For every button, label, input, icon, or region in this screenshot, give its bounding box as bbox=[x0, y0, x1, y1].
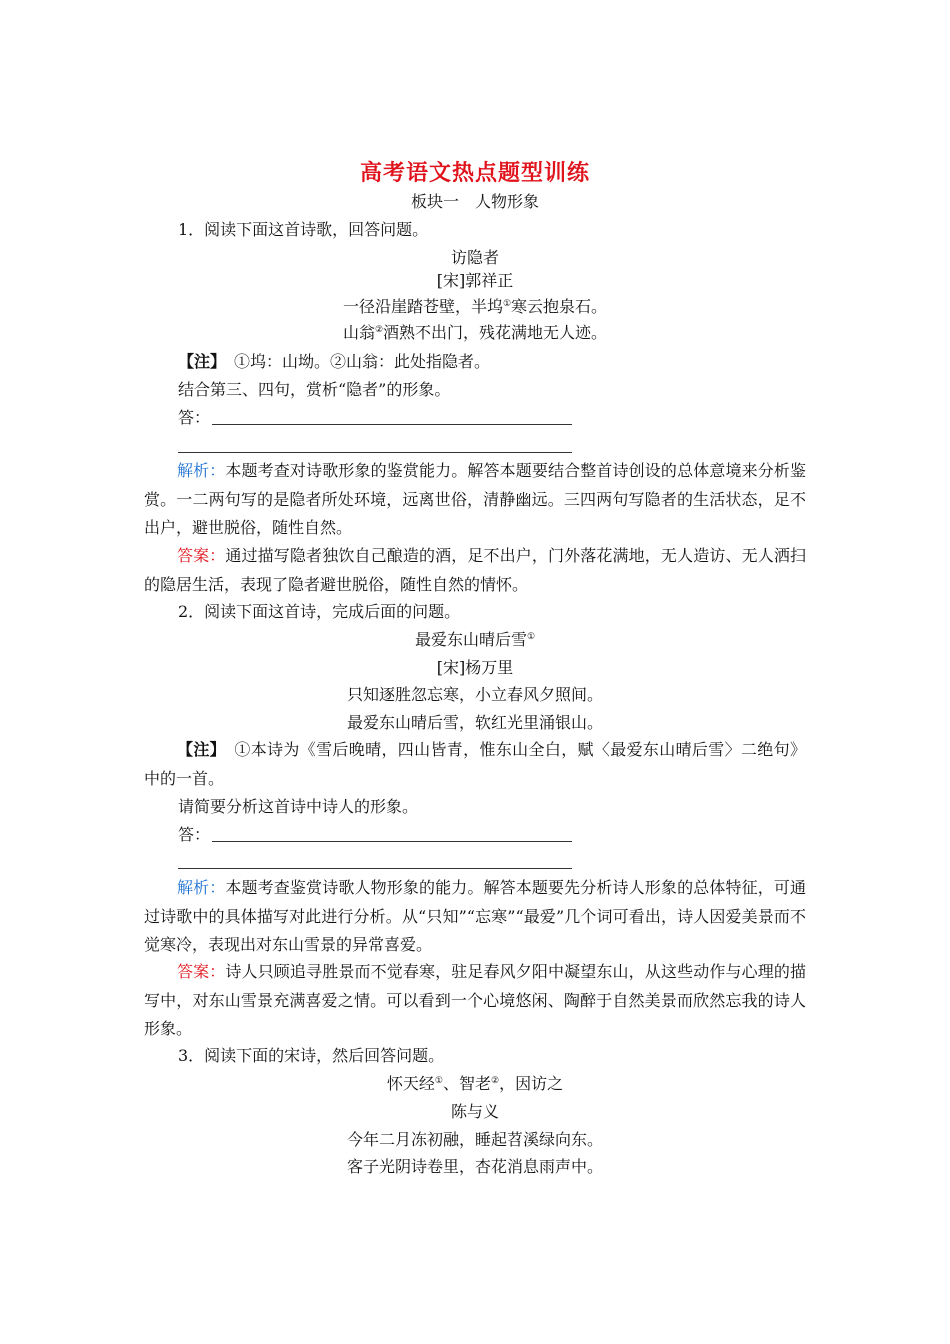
q1-question: 结合第三、四句，赏析“隐者”的形象。 bbox=[178, 380, 451, 399]
q2-poem-title: 最爱东山晴后雪① bbox=[414, 630, 536, 649]
q1-note: 【注】 ①坞：山坳。②山翁：此处指隐者。 bbox=[178, 352, 491, 371]
q3-poem-line-1: 今年二月冻初融，睡起苕溪绿向东。 bbox=[346, 1130, 603, 1149]
q1-answer-line-2[interactable] bbox=[178, 452, 572, 453]
q2-answer-line-1[interactable] bbox=[212, 841, 572, 842]
q2-poem-line-1: 只知逐胜忽忘寒，小立春风夕照间。 bbox=[346, 685, 603, 704]
q2-poem-line-2: 最爱东山晴后雪，软红光里涌银山。 bbox=[346, 713, 603, 732]
q2-answer-prefix: 答： bbox=[178, 825, 211, 844]
footnote-marker: ② bbox=[374, 325, 384, 335]
analysis-label: 解析： bbox=[177, 461, 226, 480]
note-label: 【注】 bbox=[178, 352, 219, 371]
footnote-marker: ① bbox=[526, 632, 536, 642]
q1-poem-author: [宋]郭祥正 bbox=[436, 271, 514, 290]
document-title: 高考语文热点题型训练 bbox=[359, 161, 590, 186]
q3-prompt: 3．阅读下面的宋诗，然后回答问题。 bbox=[178, 1046, 445, 1065]
q1-prompt: 1．阅读下面这首诗歌，回答问题。 bbox=[178, 220, 429, 239]
q1-answer-prefix: 答： bbox=[178, 408, 211, 427]
q2-analysis: 解析：本题考查鉴赏诗歌人物形象的能力。解答本题要先分析诗人形象的总体特征，可通过诗歌中的具体描写对此进行分析。从“只知”“忘寒”“最爱”几个词可看出，诗人因爱美景而不觉寒冷，表现出对东山雪景的异常喜爱。 bbox=[144, 878, 806, 954]
q3-poem-author: 陈与义 bbox=[450, 1102, 499, 1121]
answer-key-label: 答案： bbox=[177, 546, 226, 565]
q3-poem-line-2: 客子光阴诗卷里，杏花消息雨声中。 bbox=[346, 1157, 603, 1176]
q1-poem-title: 访隐者 bbox=[450, 248, 499, 267]
footnote-marker: ① bbox=[434, 1076, 443, 1086]
q1-answer-key: 答案：通过描写隐者独饮自己酿造的酒，足不出户，门外落花满地，无人造访、无人洒扫的隐居生活，表现了隐者避世脱俗，随性自然的情怀。 bbox=[144, 546, 806, 594]
footnote-marker: ② bbox=[491, 1076, 500, 1086]
q1-analysis: 解析：本题考查对诗歌形象的鉴赏能力。解答本题要结合整首诗创设的总体意境来分析鉴赏。一二两句写的是隐者所处环境，远离世俗，清静幽远。三四两句写隐者的生活状态，足不出户，避世脱俗，随性自然。 bbox=[144, 461, 806, 537]
q1-answer-line-1[interactable] bbox=[212, 424, 572, 425]
q2-answer-line-2[interactable] bbox=[178, 868, 572, 869]
analysis-label: 解析： bbox=[177, 878, 226, 897]
note-label: 【注】 bbox=[177, 740, 219, 759]
q3-poem-title: 怀天经①、智老②，因访之 bbox=[386, 1074, 564, 1093]
q2-answer-key: 答案：诗人只顾追寻胜景而不觉春寒，驻足春风夕阳中凝望东山，从这些动作与心理的描写中，对东山雪景充满喜爱之情。可以看到一个心境悠闲、陶醉于自然美景而欣然忘我的诗人形象。 bbox=[144, 962, 806, 1038]
answer-key-label: 答案： bbox=[177, 962, 226, 981]
q1-poem-line-1: 一径沿崖踏苍壁，半坞①寒云抱泉石。 bbox=[342, 297, 608, 316]
footnote-marker: ① bbox=[502, 299, 512, 309]
q2-poem-author: [宋]杨万里 bbox=[436, 658, 514, 677]
q2-prompt: 2．阅读下面这首诗，完成后面的问题。 bbox=[178, 602, 461, 621]
section-heading: 板块一 人物形象 bbox=[410, 192, 539, 211]
q2-question: 请简要分析这首诗中诗人的形象。 bbox=[178, 797, 419, 816]
q1-poem-line-2: 山翁②酒熟不出门，残花满地无人迹。 bbox=[342, 323, 608, 342]
q2-note: 【注】 ①本诗为《雪后晚晴，四山皆青，惟东山全白，赋〈最爱东山晴后雪〉二绝句》中的一首。 bbox=[144, 740, 806, 788]
